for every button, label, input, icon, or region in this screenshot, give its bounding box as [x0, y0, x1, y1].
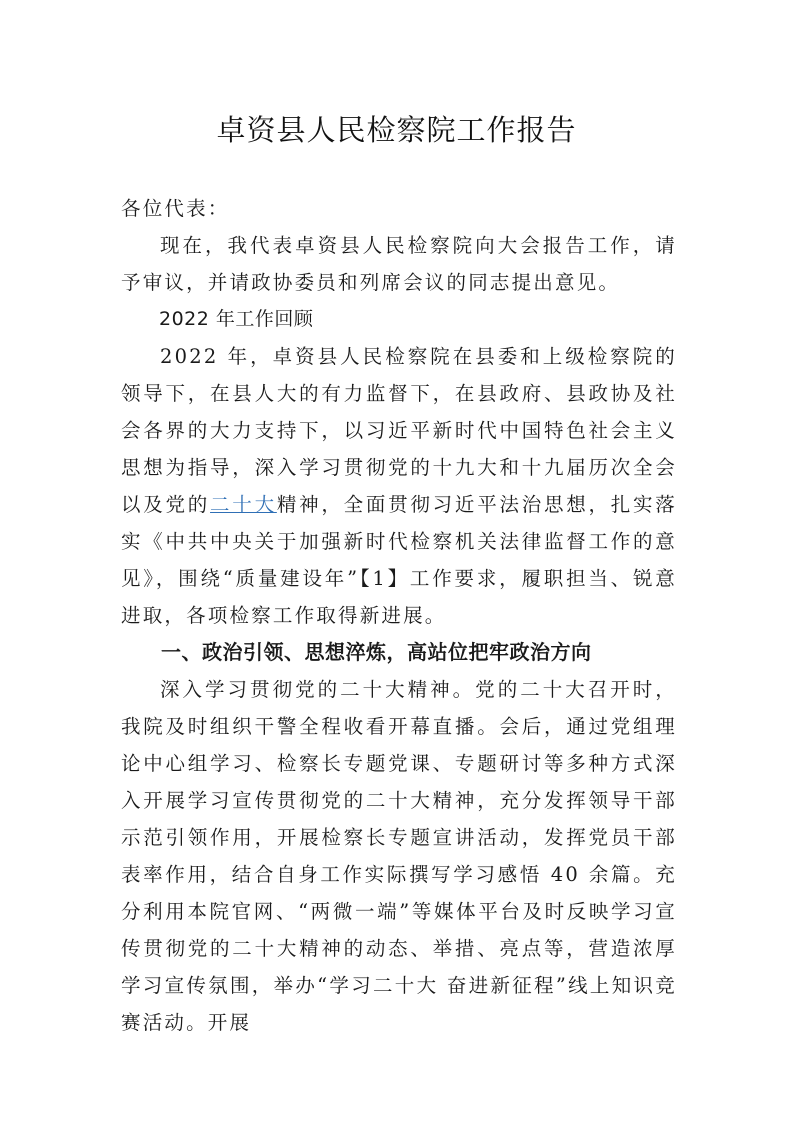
intro-paragraph: 现在，我代表卓资县人民检察院向大会报告工作，请予审议，并请政协委员和列席会议的同志提出意见。: [121, 234, 677, 294]
section-one-paragraph: 深入学习贯彻党的二十大精神。党的二十大召开时，我院及时组织干警全程收看开幕直播。会后，通过党组理论中心组学习、检察长专题党课、专题研讨等多种方式深入开展学习宣传贯彻党的二十大精神，充分发挥领导干部示范引领作用，开展检察长专题宣讲活动，发挥党员干部表率作用，结合自身工作实际撰写学习感悟 40 余篇。充分利用本院官网、“两微一端”等媒体平台及时反映学习宣传贯彻党的二十大精神的动态、举措、亮点等，营造浓厚学习宣传氛围，举办“学习二十大 奋进新征程”线上知识竞赛活动。开展: [121, 678, 677, 1034]
document-body: [121, 190, 677, 1041]
review-paragraph: [121, 338, 677, 634]
salutation: 各位代表：: [121, 197, 230, 220]
section-heading-review: 2022 年工作回顾: [159, 308, 314, 330]
section-heading-one: 一、政治引领、思想淬炼，高站位把牢政治方向: [161, 640, 592, 664]
document-title: 卓资县人民检察院工作报告: [216, 113, 577, 147]
link-twentieth-congress[interactable]: 二十大: [210, 493, 277, 516]
review-text-after-link: 精神，全面贯彻习近平法治思想，扎实落实《中共中央关于加强新时代检察机关法律监督工作的意见》，围绕“质量建设年”【1】工作要求，履职担当、锐意进取，各项检察工作取得新进展。: [121, 493, 677, 627]
review-text-before-link: 2022 年，卓资县人民检察院在县委和上级检察院的领导下，在县人大的有力监督下，在县政府、县政协及社会各界的大力支持下，以习近平新时代中国特色社会主义思想为指导，深入学习贯彻党的十九大和十九届历次全会以及党的: [121, 345, 677, 516]
